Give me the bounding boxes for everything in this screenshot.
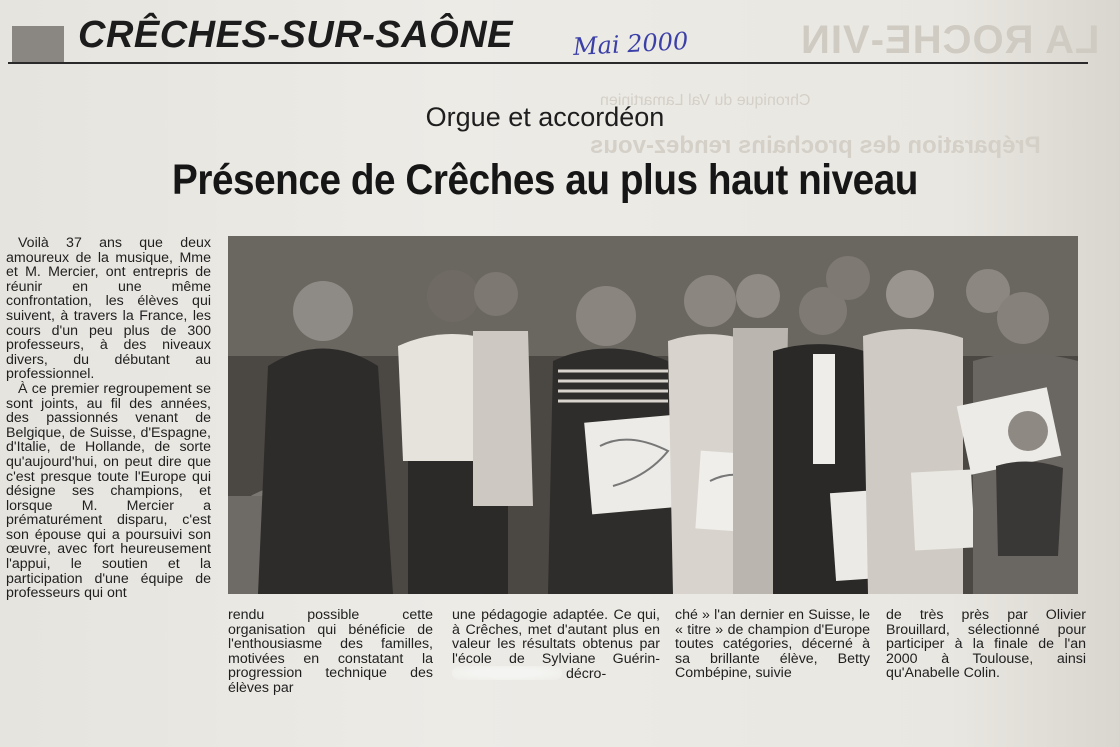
article-kicker: Orgue et accordéon bbox=[425, 102, 665, 132]
article-headline: Présence de Crêches au plus haut niveau bbox=[171, 156, 918, 204]
section-rule bbox=[8, 62, 1088, 64]
paragraph-1: Voilà 37 ans que deux amoureux de la musique, Mme et M. Mercier, ont entrepris de réunir en une même confrontation, les élèves qui suivent, à travers la France, les cours d'un peu plus de 300 professeurs, à des niveaux divers, du débutant au professionnel. bbox=[6, 235, 211, 383]
article-column-1 bbox=[6, 236, 211, 601]
paragraph-4-text: une pédagogie adaptée. Ce qui, à Crêches, met d'autant plus en valeur les résultats obtenus par l'école de Sylviane Guérin- bbox=[452, 607, 660, 667]
redaction-blot bbox=[452, 666, 562, 680]
bleed-through-text: LA ROCHE-VIN bbox=[800, 18, 1100, 62]
paragraph-6: de très près par Olivier Brouillard, sélectionné pour participer à la finale de l'an 2000 à Toulouse, ainsi qu'Anabelle Colin. bbox=[886, 607, 1086, 682]
section-marker bbox=[12, 26, 64, 62]
bleed-through-text: Chronique du Val Lamartinien bbox=[600, 92, 811, 109]
bleed-through-text: Préparation des prochains rendez-vous bbox=[590, 132, 1041, 159]
section-title: CRÊCHES-SUR-SAÔNE bbox=[78, 14, 513, 56]
handwritten-date: Mai 2000 bbox=[572, 27, 689, 61]
paragraph-3: rendu possible cette organisation qui bénéficie de l'enthousiasme des familles, motivées en constatant la progression technique des élèves par bbox=[228, 607, 433, 696]
article-column-2 bbox=[228, 608, 433, 708]
article-column-4 bbox=[675, 608, 870, 708]
article-column-5 bbox=[886, 608, 1086, 708]
group-photo bbox=[228, 236, 1078, 594]
paragraph-4 bbox=[452, 608, 660, 682]
paragraph-5: ché » l'an dernier en Suisse, le « titre » de champion d'Europe toutes catégories, décerné à sa brillante élève, Betty Combépine, suivie bbox=[675, 607, 870, 682]
paragraph-4-end: décro- bbox=[565, 666, 607, 683]
group-photo-image bbox=[228, 236, 1078, 594]
article-column-3 bbox=[452, 608, 660, 708]
paragraph-2: À ce premier regroupement se sont joints, au fil des années, des passionnés venant de Belgique, de Suisse, d'Espagne, d'Italie, de Hollande, de sorte qu'aujourd'hui, on peut dire que c'est presque toute l'Europe qui désigne ses champions, et lorsque M. Mercier a prématurément disparu, c'est son épouse qui a poursuivi son œuvre, avec fort heureusement l'appui, le soutien et la participation d'une équipe de professeurs qui ont bbox=[6, 380, 211, 602]
